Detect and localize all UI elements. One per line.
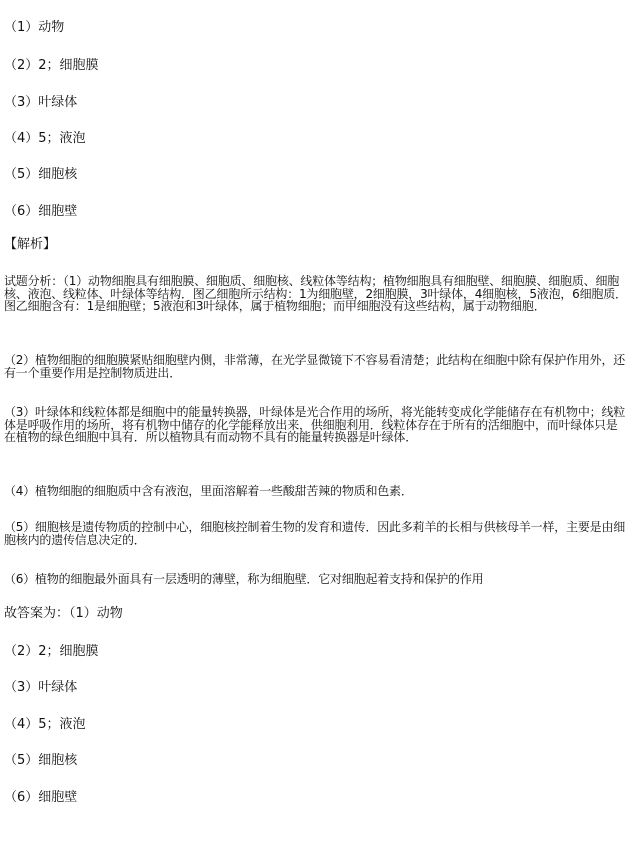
summary-line-3: （3）叶绿体	[4, 680, 78, 695]
summary-line-4: （4）5；液泡	[4, 717, 86, 732]
answer-intro: 故答案为：（1）动物	[4, 606, 123, 621]
analysis-paragraph-6: （6）植物的细胞最外面具有一层透明的薄壁，称为细胞壁．它对细胞起着支持和保护的作用	[4, 572, 484, 586]
analysis-paragraph-1: 试题分析：（1）动物细胞具有细胞膜、细胞质、细胞核、线粒体等结构；植物细胞具有细胞壁、细胞膜、细胞质、细胞核、液泡、线粒体、叶绿体等结构．图乙细胞所示结构：1为细胞壁，2细胞膜，3叶绿体，4细胞核，5液泡，6细胞质．图乙细胞含有：1是细胞壁；5液泡和3叶绿体，属于植物细胞；而甲细胞没有这些结构，属于动物细胞．	[4, 274, 627, 313]
analysis-paragraph-3: （3）叶绿体和线粒体都是细胞中的能量转换器，叶绿体是光合作用的场所，将光能转变成化学能储存在有机物中；线粒体是呼吸作用的场所，将有机物中储存的化学能释放出来，供细胞利用．线粒体存在于所有的活细胞中，而叶绿体只是在植物的绿色细胞中具有．所以植物具有而动物不具有的能量转换器是叶绿体．	[4, 405, 626, 444]
answer-line-6: （6）细胞壁	[4, 204, 78, 219]
analysis-paragraph-5: （5）细胞核是遗传物质的控制中心，细胞核控制着生物的发育和遗传．因此多莉羊的长相与供核母羊一样，主要是由细胞核内的遗传信息决定的．	[4, 520, 626, 547]
analysis-paragraph-4: （4）植物细胞的细胞质中含有液泡，里面溶解着一些酸甜苦辣的物质和色素．	[4, 484, 413, 498]
answer-line-5: （5）细胞核	[4, 167, 78, 182]
summary-line-6: （6）细胞壁	[4, 790, 78, 805]
analysis-paragraph-2: （2）植物细胞的细胞膜紧贴细胞壁内侧，非常薄，在光学显微镜下不容易看清楚；此结构在细胞中除有保护作用外，还有一个重要作用是控制物质进出．	[4, 353, 626, 380]
summary-line-2: （2）2；细胞膜	[4, 644, 99, 659]
answer-line-2: （2）2；细胞膜	[4, 58, 99, 73]
answer-line-4: （4）5；液泡	[4, 131, 86, 146]
analysis-header: 【解析】	[4, 237, 57, 252]
summary-line-5: （5）细胞核	[4, 753, 78, 768]
answer-line-3: （3）叶绿体	[4, 95, 78, 110]
answer-line-1: （1）动物	[4, 20, 65, 35]
